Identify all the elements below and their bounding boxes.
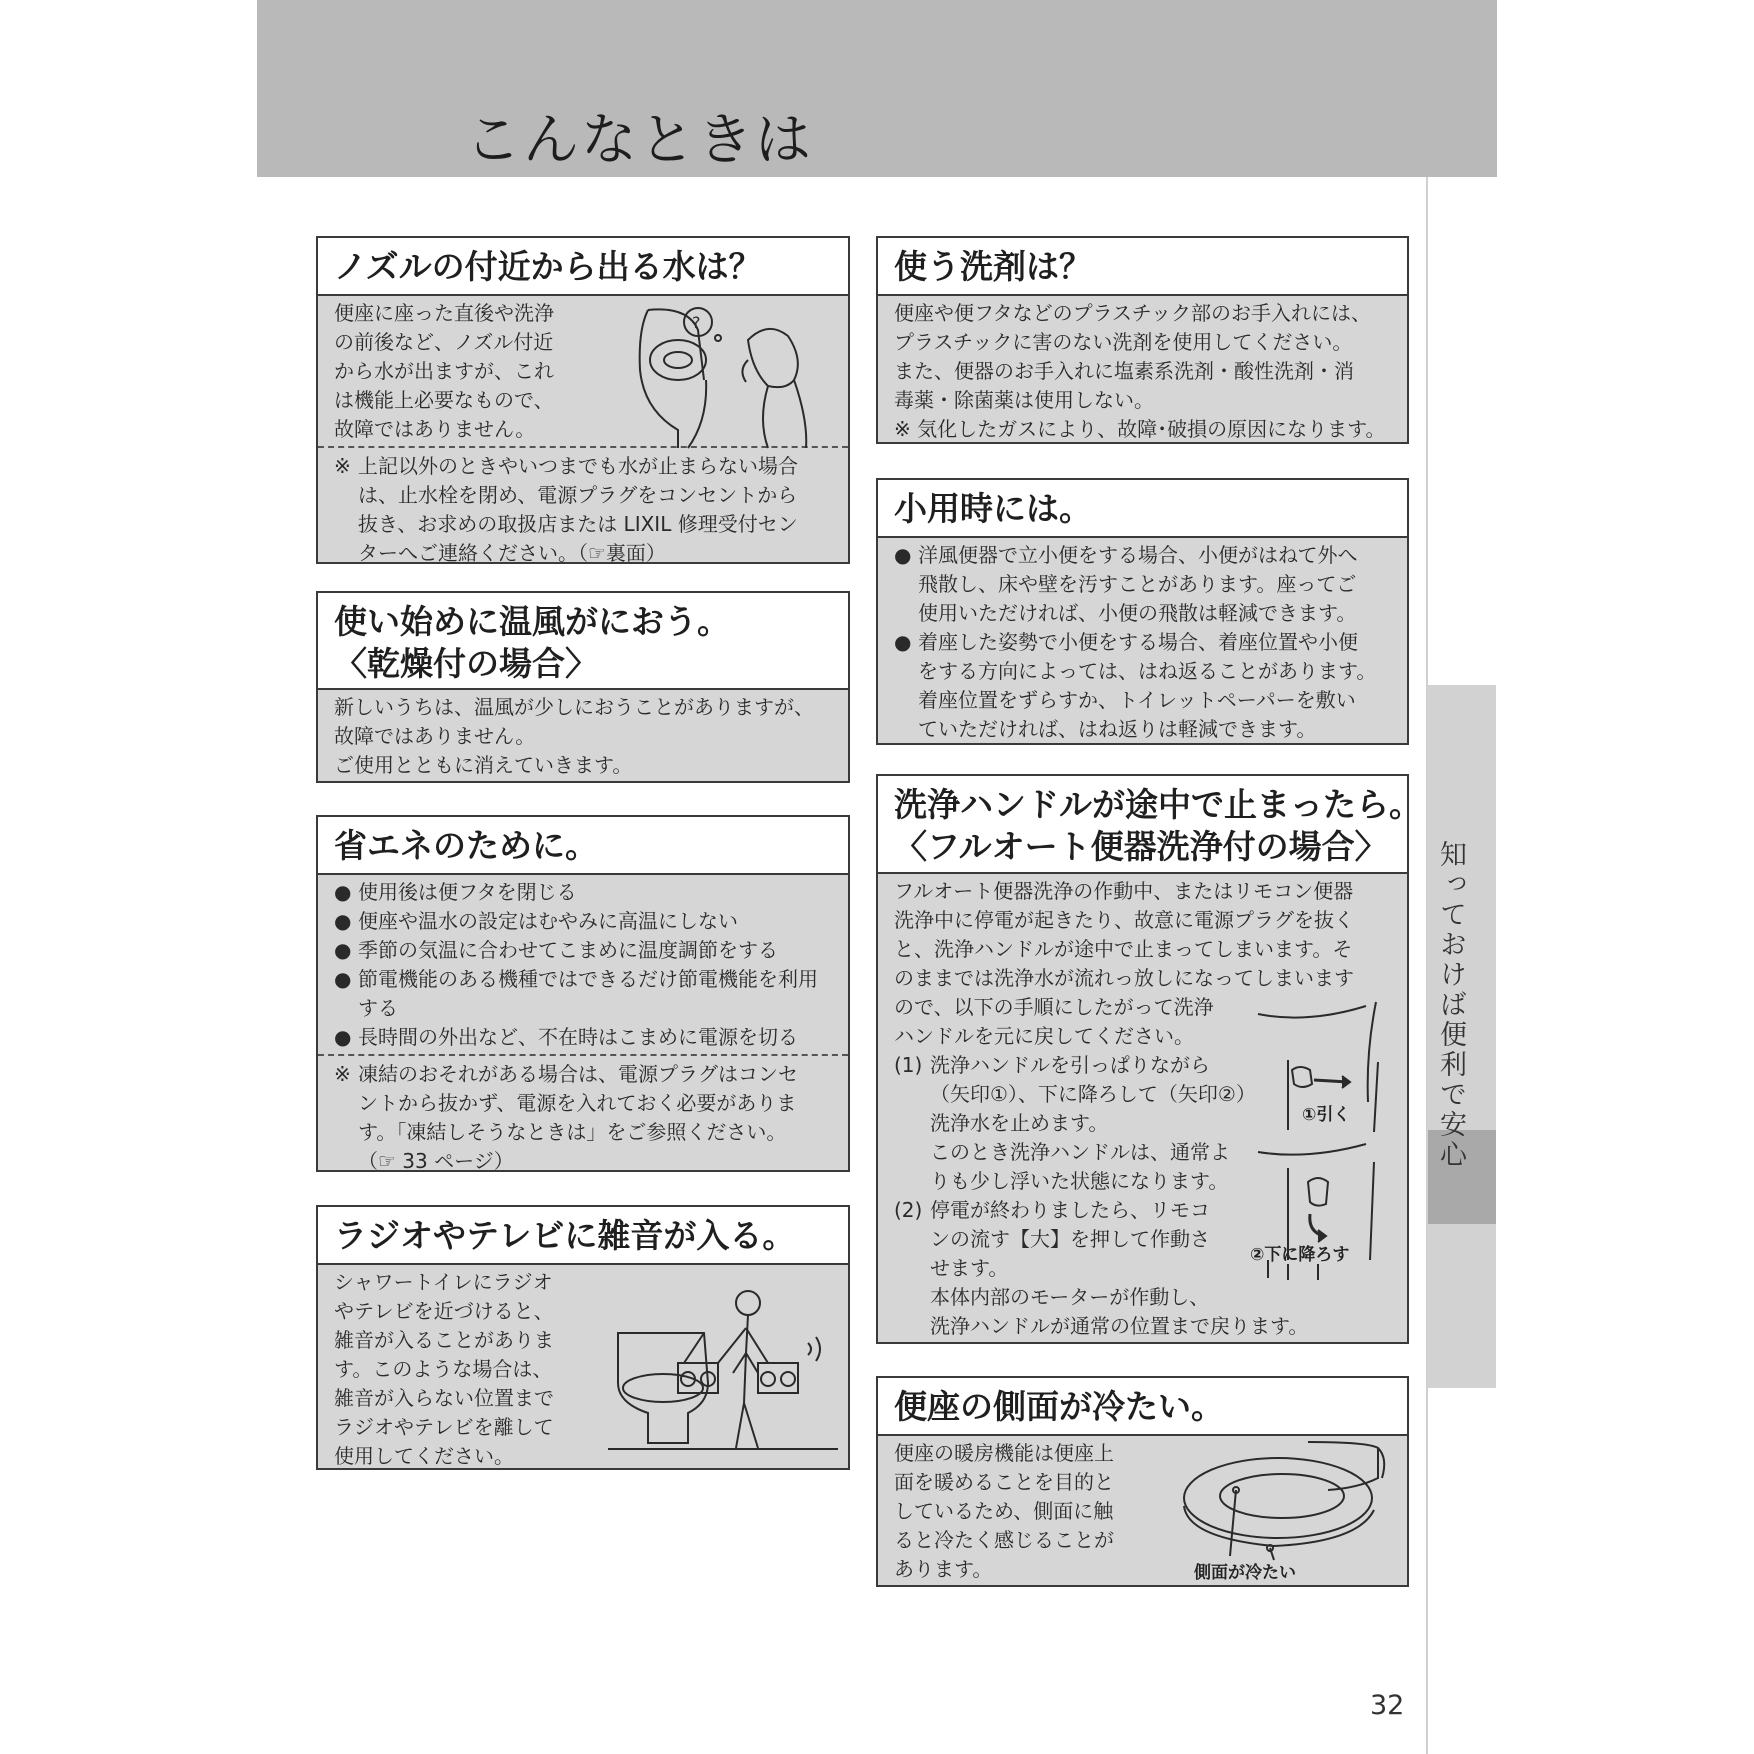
bullet-line: 洋風便器で立小便をする場合、小便がはねて外へ [918,543,1358,567]
section-body [878,538,1407,743]
body-line: 便座や便フタなどのプラスチック部のお手入れには、 [894,301,1371,325]
step-line: りも少し浮いた状態になります。 [930,1169,1229,1193]
toilet-question-illustration [618,300,818,450]
bullet-mark: ● [894,630,912,654]
body-line: また、便器のお手入れに塩素系洗剤・酸性洗剤・消 [894,359,1354,383]
flush-handle-illustration [1248,992,1398,1282]
body-line: ご使用とともに消えていきます。 [334,753,633,777]
section-body [318,690,848,781]
body-line: プラスチックに害のない洗剤を使用してください。 [894,330,1353,354]
body-line: ので、以下の手順にしたがって洗浄 [894,995,1214,1019]
step-line: 洗浄ハンドルが通常の位置まで戻ります。 [930,1314,1309,1338]
bullet-item [334,907,832,936]
body-line: あります。 [894,1557,993,1581]
section-body [878,296,1407,442]
step-line: 停電が終わりましたら、リモコ [930,1198,1210,1222]
svg-text:?: ? [692,313,701,332]
bullet-line: 使用いただければ、小便の飛散は軽減できます。 [918,601,1357,625]
note-line: は、止水栓を閉め、電源プラグをコンセントから [358,483,798,507]
body-line: シャワートイレにラジオ [334,1270,553,1294]
section-title: ノズルの付近から出る水は？ [318,238,848,296]
section-body [318,875,848,1173]
section-urination [876,478,1409,745]
body-line: 便座に座った直後や洗浄 [334,301,554,325]
step-number: (1) [894,1053,923,1077]
note-line: ターへご連絡ください。（☞裏面） [358,541,666,565]
bullet-line: 飛散し、床や壁を汚すことがあります。座ってご [918,572,1357,596]
section-noise [316,1205,850,1470]
bullet-line: 着座位置をずらすか、トイレットペーパーを敷い [918,688,1356,712]
body-line: 面を暖めることを目的と [894,1470,1114,1494]
section-seat-side [876,1376,1409,1587]
section-title: 省エネのために。 [318,817,848,875]
section-title [878,776,1422,874]
bullet-line: ていただければ、はね返りは軽減できます。 [918,717,1317,741]
body-line: フルオート便器洗浄の作動中、またはリモコン便器 [894,879,1354,903]
step-line: ンの流す【大】を押して作動さ [930,1227,1210,1251]
step-line: せます。 [930,1256,1009,1280]
section-warm-air [316,591,850,783]
body-line: 使用してください。 [334,1444,514,1468]
side-tab-label: 知っておけば便利で安心 [1435,840,1466,1170]
section-body [318,296,848,565]
bullet-text: 季節の気温に合わせてこまめに温度調節をする [358,938,778,962]
section-detergent [876,236,1409,444]
step-line: 洗浄ハンドルを引っぱりながら [930,1053,1210,1077]
bullet-text: 長時間の外出など、不在時はこまめに電源を切る [358,1025,798,1049]
title-line: 〈フルオート便器洗浄付の場合〉 [894,827,1388,867]
section-title: 小用時には。 [878,480,1407,538]
section-body [878,874,1407,1342]
body-line: 新しいうちは、温風が少しにおうことがありますが、 [334,695,814,719]
section-flush-handle [876,774,1422,1344]
bullet-text: 便座や温水の設定はむやみに高温にしない [358,909,738,933]
note [334,452,832,568]
note-line: 抜き、お求めの取扱店または LIXIL 修理受付セン [358,512,798,536]
section-nozzle [316,236,850,564]
bullet-item [334,936,832,965]
note-line: （☞ 33 ページ） [358,1149,514,1173]
bullet-item [334,1023,832,1052]
note [334,1060,832,1176]
bullet-item [894,541,1391,628]
bullet-mark: ● [334,880,352,904]
page-number: 32 [1370,1690,1405,1721]
dashed-divider [318,1054,848,1056]
note-mark: ※ [334,1062,351,1086]
bullet-item [334,965,832,1023]
bullet-mark: ● [334,967,352,991]
body-line: 雑音が入らない位置まで [334,1386,554,1410]
note-line: 凍結のおそれがある場合は、電源プラグはコンセ [358,1062,798,1086]
bullet-item [894,628,1391,744]
title-line: 〈乾燥付の場合〉 [334,644,598,684]
body-line: 故障ではありません。 [334,417,536,441]
body-line: は機能上必要なもので、 [334,388,554,412]
section-title: ラジオやテレビに雑音が入る。 [318,1207,848,1265]
note-mark: ※ [334,454,351,478]
body-line: から水が出ますが、これ [334,359,554,383]
body-line: す。このような場合は、 [334,1357,553,1381]
step-line: （矢印①）、下に降ろして（矢印②） [930,1082,1256,1106]
body-line: 毒薬・除菌薬は使用しない。 [894,388,1154,412]
step-line: 洗浄水を止めます。 [930,1111,1109,1135]
body-line: 故障ではありません。 [334,724,536,748]
bullet-item [334,878,832,907]
page-title: こんなときは [465,108,813,173]
note-line: す。「凍結しそうなときは」をご参照ください。 [358,1120,787,1144]
bullet-mark: ● [334,938,352,962]
radio-toilet-illustration [608,1273,838,1453]
header-band [257,0,1497,177]
body-line: 洗浄中に停電が起きたり、故意に電源プラグを抜く [894,908,1354,932]
note-line: 上記以外のときやいつまでも水が止まらない場合 [358,454,798,478]
section-title [318,593,848,690]
body-line: のままでは洗浄水が流れっ放しになってしまいます [894,966,1354,990]
bullet-mark: ● [334,1025,352,1049]
bullet-mark: ● [334,909,352,933]
section-title: 使う洗剤は？ [878,238,1407,296]
bullet-text: 使用後は便フタを閉じる [358,880,577,904]
body-line: ると冷たく感じることが [894,1528,1114,1552]
body-line: と、洗浄ハンドルが途中で止まってしまいます。そ [894,937,1353,961]
section-title: 便座の側面が冷たい。 [878,1378,1407,1436]
bullet-line: 着座した姿勢で小便をする場合、着座位置や小便 [918,630,1358,654]
body-line: 雑音が入ることがありま [334,1328,554,1352]
section-energy [316,815,850,1172]
note-line: ントから抜かず、電源を入れておく必要がありま [358,1091,797,1115]
bullet-text: 節電機能のある機種ではできるだけ節電機能を利用する [358,967,818,1020]
lower-label: ②下に降ろす [1250,1245,1350,1265]
body-line: やテレビを近づけると、 [334,1299,554,1323]
body-line: しているため、側面に触 [894,1499,1114,1523]
body-line: の前後など、ノズル付近 [334,330,554,354]
cold-side-label: 側面が冷たい [1194,1563,1296,1583]
bullet-mark: ● [894,543,912,567]
toilet-seat-illustration [1178,1438,1398,1583]
body-line: 便座の暖房機能は便座上 [894,1441,1114,1465]
pull-label: ①引く [1302,1105,1351,1125]
bullet-line: をする方向によっては、はね返ることがあります。 [918,659,1377,683]
step-line: このとき洗浄ハンドルは、通常よ [930,1140,1230,1164]
body-line: ※ 気化したガスにより、故障･破損の原因になります。 [894,417,1386,441]
body-line: ラジオやテレビを離して [334,1415,554,1439]
section-body [318,1265,848,1468]
step-line: 本体内部のモーターが作動し、 [930,1285,1210,1309]
section-body [878,1436,1407,1585]
title-line: 洗浄ハンドルが途中で止まったら。 [894,785,1422,824]
step-number: (2) [894,1198,923,1222]
body-line: ハンドルを元に戻してください。 [894,1024,1194,1048]
title-line: 使い始めに温風がにおう。 [334,602,730,641]
